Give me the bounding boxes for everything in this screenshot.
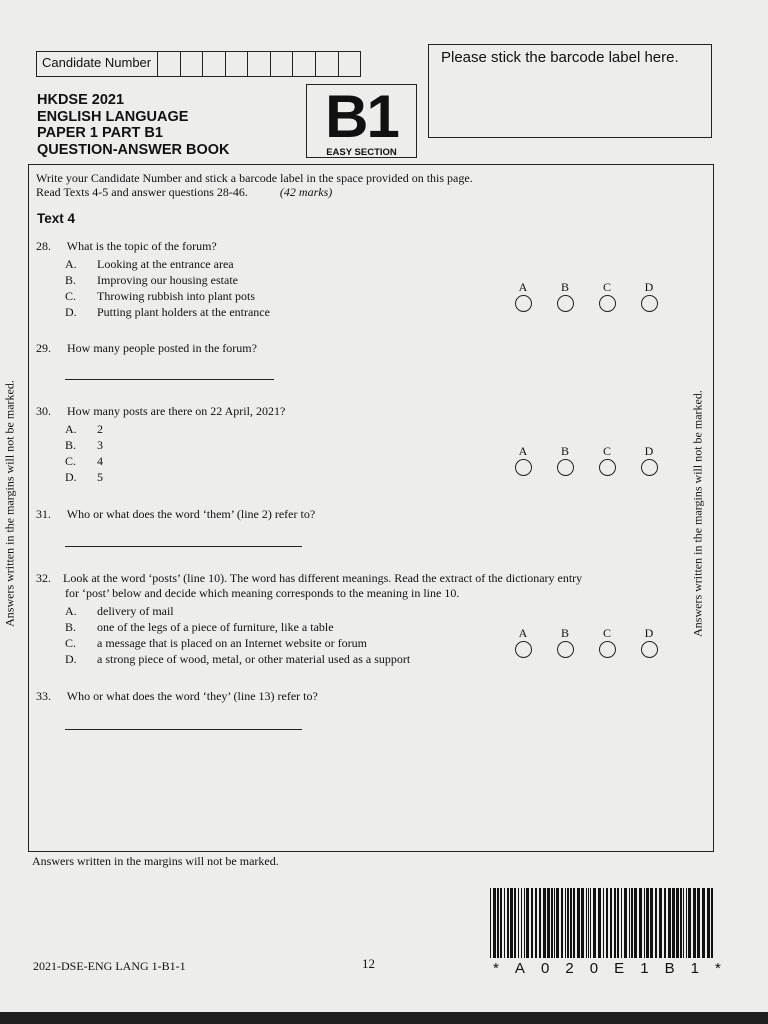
barcode-bar: [634, 888, 637, 958]
barcode-bar: [598, 888, 601, 958]
paper-title-line: HKDSE 2021: [37, 92, 125, 108]
bubble-circle[interactable]: [515, 295, 532, 312]
candidate-number-label: Candidate Number: [37, 52, 158, 76]
barcode-char: 2: [565, 960, 574, 977]
option-b: B. 3: [65, 438, 103, 452]
barcode-bar: [567, 888, 569, 958]
barcode-bar: [683, 888, 684, 958]
barcode-text: [493, 960, 721, 977]
barcode-bar: [610, 888, 612, 958]
barcode-bar: [531, 888, 533, 958]
bubble-b[interactable]: B: [555, 281, 575, 312]
margin-note-right: Answers written in the margins will not be marked.: [690, 390, 705, 637]
barcode-char: 1: [640, 960, 649, 977]
instructions: [36, 171, 473, 199]
candidate-digit-cell[interactable]: [226, 52, 249, 76]
answer-bubbles-28: [513, 281, 659, 312]
barcode-bar: [556, 888, 559, 958]
instruction-line: Write your Candidate Number and stick a barcode label in the space provided on this page.: [36, 171, 473, 185]
paper-title: [37, 92, 230, 158]
barcode-bar: [524, 888, 525, 958]
barcode-bar: [551, 888, 553, 958]
barcode-bar: [539, 888, 541, 958]
barcode-bar: [693, 888, 696, 958]
option-c: C. 4: [65, 454, 103, 468]
barcode-char: B: [664, 960, 675, 977]
question-28-options: [65, 256, 270, 320]
bubble-circle[interactable]: [599, 459, 616, 476]
barcode-bar: [526, 888, 529, 958]
bubble-circle[interactable]: [515, 459, 532, 476]
question-32: [36, 571, 582, 601]
paper-title-line: PAPER 1 PART B1: [37, 125, 163, 141]
barcode-bar: [650, 888, 653, 958]
question-32-options: [65, 603, 410, 667]
barcode-bar: [518, 888, 519, 958]
section-badge: [306, 84, 417, 158]
barcode-bar: [490, 888, 491, 958]
barcode-bar: [497, 888, 499, 958]
barcode-bar: [617, 888, 619, 958]
question-text: Look at the word ‘posts’ (line 10). The word has different meanings. Read the extract of the dictionary entry: [63, 571, 583, 585]
bubble-circle[interactable]: [515, 641, 532, 658]
barcode-label-instruction: Please stick the barcode label here.: [441, 49, 679, 66]
option-d: D. a strong piece of wood, metal, or other material used as a support: [65, 652, 411, 666]
barcode-bar: [581, 888, 584, 958]
barcode-bar: [711, 888, 713, 958]
bubble-circle[interactable]: [557, 641, 574, 658]
barcode-bar: [510, 888, 513, 958]
instruction-line: [36, 185, 473, 199]
barcode-bar: [707, 888, 710, 958]
barcode-bar: [646, 888, 649, 958]
barcode-bar: [644, 888, 645, 958]
barcode-char: E: [614, 960, 625, 977]
bubble-c[interactable]: C: [597, 445, 617, 476]
bubble-a[interactable]: A: [513, 627, 533, 658]
bubble-d[interactable]: D: [639, 627, 659, 658]
barcode-bar: [702, 888, 705, 958]
question-text-line: for ‘post’ below and decide which meaning corresponds to the meaning in line 10.: [65, 586, 460, 600]
paper-title-line: QUESTION-ANSWER BOOK: [37, 141, 230, 158]
bubble-b[interactable]: B: [555, 627, 575, 658]
question-number: 31.: [36, 507, 51, 521]
footer-margin-note: Answers written in the margins will not be marked.: [32, 854, 279, 868]
answer-bubbles-30: [513, 445, 659, 476]
barcode-bar: [614, 888, 616, 958]
barcode-bar: [590, 888, 591, 958]
question-31: [36, 507, 315, 522]
option-d: D. Putting plant holders at the entrance: [65, 305, 270, 319]
instruction-text: Read Texts 4-5 and answer questions 28-46.: [36, 185, 248, 199]
barcode-bar: [624, 888, 627, 958]
bubble-circle[interactable]: [641, 459, 658, 476]
bubble-circle[interactable]: [641, 295, 658, 312]
question-number: 30.: [36, 404, 51, 418]
barcode-bar: [514, 888, 516, 958]
candidate-digit-cell[interactable]: [248, 52, 271, 76]
barcode-bar: [543, 888, 546, 958]
barcode-char: *: [493, 960, 499, 977]
option-c: C. a message that is placed on an Internet website or forum: [65, 636, 367, 650]
barcode-char: A: [514, 960, 525, 977]
barcode-bar: [603, 888, 604, 958]
barcode-bar: [573, 888, 575, 958]
text-heading: Text 4: [37, 211, 76, 226]
candidate-digit-cell[interactable]: [181, 52, 204, 76]
question-text: Who or what does the word ‘them’ (line 2) refer to?: [66, 507, 316, 521]
candidate-digit-cell[interactable]: [203, 52, 226, 76]
question-33: [36, 689, 318, 704]
bubble-d[interactable]: D: [639, 445, 659, 476]
barcode-bar: [655, 888, 657, 958]
barcode-bar: [493, 888, 496, 958]
marks-note: (42 marks): [279, 185, 333, 199]
paper-code: 2021-DSE-ENG LANG 1-B1-1: [33, 959, 186, 973]
barcode-char: 1: [690, 960, 699, 977]
bubble-c[interactable]: C: [597, 627, 617, 658]
bubble-b[interactable]: B: [555, 445, 575, 476]
bubble-circle[interactable]: [557, 295, 574, 312]
bubble-circle[interactable]: [599, 295, 616, 312]
question-text: How many posts are there on 22 April, 2021?: [67, 404, 286, 418]
barcode-bar: [688, 888, 691, 958]
question-text-line: [36, 571, 582, 586]
barcode-bar: [664, 888, 666, 958]
candidate-number-box: [36, 51, 361, 77]
option-b: B. Improving our housing estate: [65, 273, 238, 287]
candidate-digit-cell[interactable]: [293, 52, 316, 76]
barcode-bar: [672, 888, 675, 958]
question-number: 29.: [36, 341, 51, 355]
barcode-bar: [588, 888, 589, 958]
answer-line-33[interactable]: [65, 729, 302, 730]
page-number: 12: [362, 956, 375, 971]
barcode-bar: [629, 888, 630, 958]
barcode-bar: [500, 888, 502, 958]
option-c: C. Throwing rubbish into plant pots: [65, 289, 255, 303]
question-number: 28.: [36, 239, 51, 253]
bubble-circle[interactable]: [557, 459, 574, 476]
barcode-bar: [586, 888, 587, 958]
barcode-bar: [659, 888, 662, 958]
candidate-digit-cell[interactable]: [158, 52, 181, 76]
option-a: A. Looking at the entrance area: [65, 257, 234, 271]
section-code: B1: [325, 83, 398, 150]
candidate-digit-cell[interactable]: [316, 52, 339, 76]
section-label: EASY SECTION: [326, 147, 397, 158]
answer-line-29[interactable]: [65, 379, 274, 380]
question-text: Who or what does the word ‘they’ (line 13) refer to?: [66, 689, 318, 703]
answer-line-31[interactable]: [65, 546, 302, 547]
barcode-bar: [504, 888, 505, 958]
question-30: [36, 404, 285, 419]
candidate-digit-cell[interactable]: [271, 52, 294, 76]
option-d: D. 5: [65, 470, 103, 484]
barcode-label-area: [428, 44, 712, 138]
barcode-bar: [680, 888, 682, 958]
barcode-char: *: [715, 960, 721, 977]
barcode-bar: [606, 888, 608, 958]
barcode-bar: [639, 888, 642, 958]
margin-note-left: Answers written in the margins will not be marked.: [2, 380, 17, 627]
question-28: [36, 239, 217, 254]
option-a: A. delivery of mail: [65, 604, 174, 618]
barcode-bar: [547, 888, 550, 958]
barcode-bar: [577, 888, 580, 958]
barcode-bar: [668, 888, 671, 958]
barcode-bar: [621, 888, 622, 958]
barcode-char: 0: [589, 960, 599, 977]
barcode-char: 0: [540, 960, 550, 977]
paper-title-line: ENGLISH LANGUAGE: [37, 108, 189, 125]
barcode-bar: [535, 888, 537, 958]
barcode-image: [488, 886, 718, 960]
barcode-bar: [561, 888, 563, 958]
barcode-bar: [686, 888, 687, 958]
candidate-digit-cell[interactable]: [339, 52, 361, 76]
question-number: 33.: [36, 689, 51, 703]
bubble-c[interactable]: C: [597, 281, 617, 312]
answer-bubbles-32: [513, 627, 659, 658]
bubble-circle[interactable]: [641, 641, 658, 658]
option-a: A. 2: [65, 422, 103, 436]
scan-edge: [0, 1012, 768, 1024]
barcode-bar: [676, 888, 679, 958]
barcode-bar: [554, 888, 555, 958]
bubble-a[interactable]: A: [513, 445, 533, 476]
barcode-bar: [521, 888, 522, 958]
question-29: [36, 341, 257, 356]
bubble-a[interactable]: A: [513, 281, 533, 312]
barcode-bar: [697, 888, 700, 958]
bubble-d[interactable]: D: [639, 281, 659, 312]
question-text: What is the topic of the forum?: [66, 239, 217, 253]
barcode-bar: [507, 888, 509, 958]
question-number: 32.: [36, 571, 51, 585]
option-b: B. one of the legs of a piece of furniture, like a table: [65, 620, 334, 634]
question-text: How many people posted in the forum?: [67, 341, 257, 355]
barcode-bar: [593, 888, 596, 958]
barcode-bar: [631, 888, 633, 958]
question-30-options: [65, 421, 103, 485]
barcode-bar: [565, 888, 566, 958]
bubble-circle[interactable]: [599, 641, 616, 658]
barcode-bar: [570, 888, 572, 958]
